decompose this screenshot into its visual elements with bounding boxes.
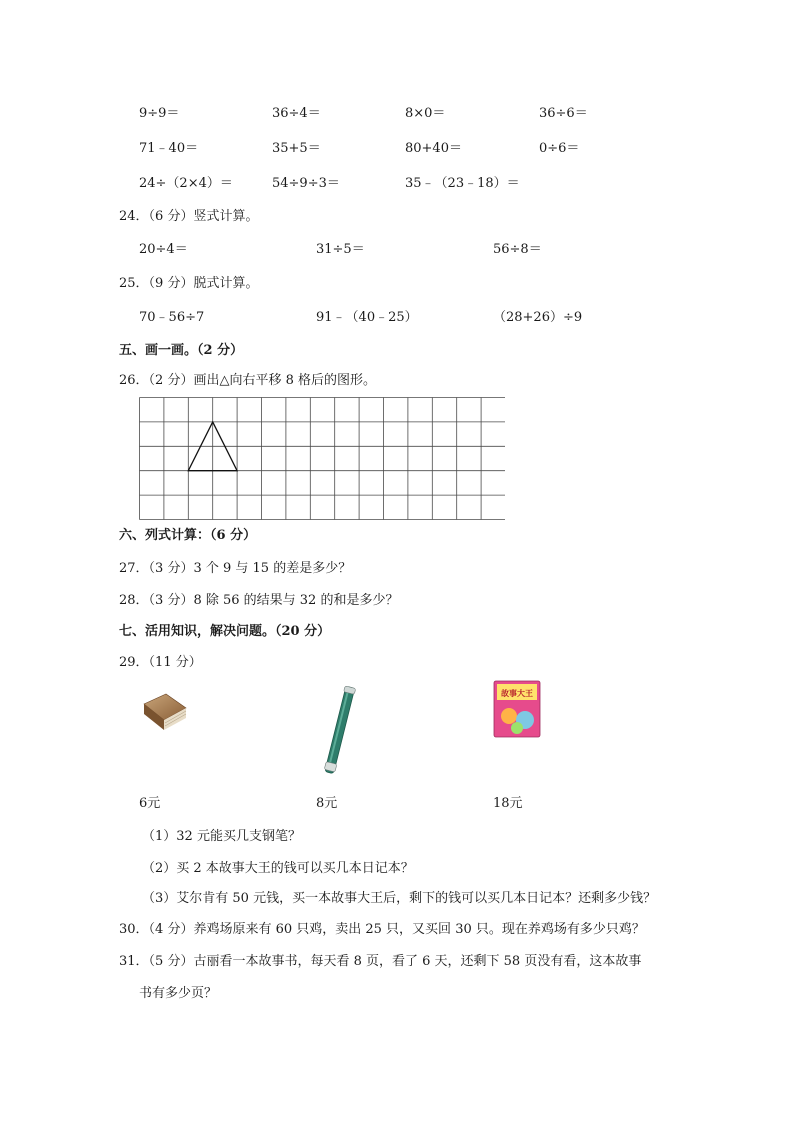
pen-icon xyxy=(316,684,364,778)
calc-item: 24÷（2×4）＝ xyxy=(139,176,233,191)
sub-question: （3）艾尔肯有 50 元钱，买一本故事大王后，剩下的钱可以买几本日记本？还剩多少钱？ xyxy=(142,891,657,906)
question-26-title: 26．（2 分）画出△向右平移 8 格后的图形。 xyxy=(119,373,376,388)
section-7-heading: 七、活用知识，解决问题。（20 分） xyxy=(119,624,331,639)
question-28: 28．（3 分）8 除 56 的结果与 32 的和是多少？ xyxy=(119,593,399,608)
calc-item: 9÷9＝ xyxy=(139,106,180,121)
vertical-calc-item: 56÷8＝ xyxy=(493,242,542,257)
vertical-calc-item: 31÷5＝ xyxy=(316,242,365,257)
stepwise-calc-item: 70﹣56÷7 xyxy=(139,310,205,325)
price-label: 18元 xyxy=(493,796,523,811)
price-label: 8元 xyxy=(316,796,338,811)
question-29-title: 29．（11 分） xyxy=(119,655,202,670)
translation-grid xyxy=(139,397,505,521)
calc-item: 35+5＝ xyxy=(272,141,321,156)
storybook-cover-title: 故事大王 xyxy=(501,689,533,698)
calc-item: 71﹣40＝ xyxy=(139,141,199,156)
notebook-icon xyxy=(140,690,188,734)
question-31-line1: 31．（5 分）古丽看一本故事书，每天看 8 页，看了 6 天，还剩下 58 页没有看，这本故事 xyxy=(119,954,642,969)
calc-item: 8×0＝ xyxy=(405,106,446,121)
storybook-icon xyxy=(493,680,541,738)
calc-item: 54÷9÷3＝ xyxy=(272,176,340,191)
question-30: 30．（4 分）养鸡场原来有 60 只鸡，卖出 25 只，又买回 30 只。现在养鸡场有多少只鸡？ xyxy=(119,922,645,937)
sub-question: （2）买 2 本故事大王的钱可以买几本日记本？ xyxy=(142,861,414,876)
calc-item: 35﹣（23﹣18）＝ xyxy=(405,176,520,191)
section-5-heading: 五、画一画。（2 分） xyxy=(119,343,244,358)
vertical-calc-item: 20÷4＝ xyxy=(139,242,188,257)
section-6-heading: 六、列式计算：（6 分） xyxy=(119,528,257,543)
sub-question: （1）32 元能买几支钢笔？ xyxy=(142,829,301,844)
calc-item: 36÷4＝ xyxy=(272,106,321,121)
question-24-title: 24．（6 分）竖式计算。 xyxy=(119,209,259,224)
stepwise-calc-item: （28+26）÷9 xyxy=(493,310,583,325)
question-31-line2: 书有多少页？ xyxy=(139,986,218,1001)
question-25-title: 25．（9 分）脱式计算。 xyxy=(119,276,259,291)
question-27: 27．（3 分）3 个 9 与 15 的差是多少？ xyxy=(119,561,352,576)
stepwise-calc-item: 91﹣（40﹣25） xyxy=(316,310,418,325)
calc-item: 0÷6＝ xyxy=(539,141,580,156)
calc-item: 80+40＝ xyxy=(405,141,462,156)
calc-item: 36÷6＝ xyxy=(539,106,588,121)
price-label: 6元 xyxy=(139,796,161,811)
